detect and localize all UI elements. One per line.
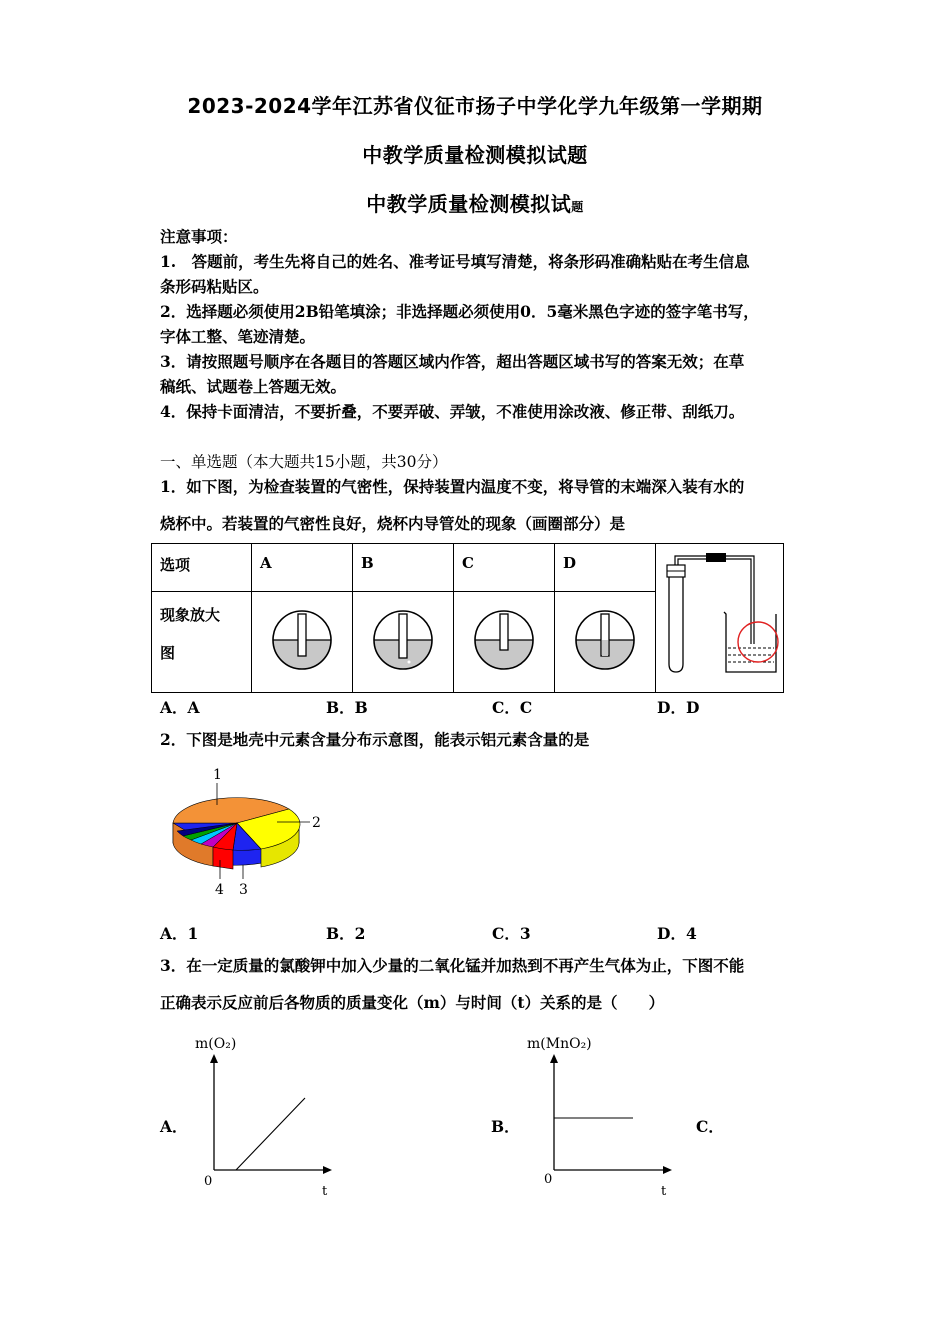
q3-stem-a: 3．在一定质量的氯酸钾中加入少量的二氧化锰并加热到不再产生气体为止，下图不能 bbox=[160, 956, 745, 975]
title-line-3-small: 题 bbox=[571, 200, 584, 214]
q2-stem: 2．下图是地壳中元素含量分布示意图，能表示铝元素含量的是 bbox=[160, 730, 590, 749]
q1-figure-b-cell bbox=[353, 591, 454, 692]
q1-row2-label-a: 现象放大 bbox=[160, 605, 221, 624]
title-line-3 bbox=[0, 188, 950, 217]
pie-label-3: 3 bbox=[239, 882, 248, 898]
q1-col-c: C bbox=[462, 554, 474, 572]
q3-graph-b-origin: 0 bbox=[544, 1172, 553, 1187]
title-line-2: 中教学质量检测模拟试题 bbox=[362, 143, 588, 167]
q3-graph-a-origin: 0 bbox=[204, 1174, 213, 1189]
q1-figure-d-cell bbox=[555, 591, 656, 692]
crust-element-pie-chart bbox=[165, 765, 335, 900]
q1-col-b-cell bbox=[353, 544, 454, 592]
q2-option-a[interactable]: A．1 bbox=[160, 924, 199, 943]
q1-apparatus-cell bbox=[656, 544, 784, 693]
title-line-1: 2023-2024学年江苏省仪征市扬子中学化学九年级第一学期期 bbox=[187, 94, 763, 118]
notice-item-3b: 稿纸、试题卷上答题无效。 bbox=[160, 377, 347, 396]
section-1-heading: 一、单选题（本大题共15小题，共30分） bbox=[160, 453, 448, 471]
q3-graph-a-ylabel: m(O₂) bbox=[195, 1036, 237, 1052]
q1-row1-label-cell bbox=[152, 544, 252, 592]
q1-option-c[interactable]: C．C bbox=[492, 698, 533, 717]
q1-options-table bbox=[151, 543, 784, 693]
q1-row2-label-cell bbox=[152, 591, 252, 692]
q3-graph-a bbox=[190, 1030, 340, 1202]
q3-option-c-label[interactable]: C． bbox=[696, 1117, 724, 1136]
pie-label-4: 4 bbox=[215, 882, 224, 898]
q1-stem-a: 1．如下图，为检查装置的气密性，保持装置内温度不变，将导管的末端深入装有水的 bbox=[160, 477, 745, 496]
q1-col-d: D bbox=[563, 554, 577, 572]
title-line-3-main: 中教学质量检测模拟试 bbox=[366, 192, 572, 216]
q2-option-d[interactable]: D．4 bbox=[657, 924, 697, 943]
q2-option-b[interactable]: B．2 bbox=[326, 924, 366, 943]
q2-option-c[interactable]: C．3 bbox=[492, 924, 531, 943]
magnified-view-a-icon bbox=[270, 608, 334, 672]
q3-graph-b bbox=[527, 1030, 687, 1202]
q3-graph-a-xlabel: t bbox=[322, 1184, 328, 1199]
q1-option-d[interactable]: D．D bbox=[657, 698, 700, 717]
pie-label-2: 2 bbox=[312, 815, 321, 831]
q1-col-c-cell bbox=[454, 544, 555, 592]
notice-heading: 注意事项： bbox=[160, 227, 238, 246]
magnified-view-d-icon bbox=[573, 608, 637, 672]
test-tube-beaker-apparatus bbox=[656, 544, 783, 688]
q1-col-a-cell bbox=[252, 544, 353, 592]
notice-item-4: 4．保持卡面清洁，不要折叠，不要弄破、弄皱，不准使用涂改液、修正带、刮纸刀。 bbox=[160, 402, 745, 421]
q3-graph-b-xlabel: t bbox=[661, 1184, 667, 1199]
pie-label-1: 1 bbox=[213, 767, 222, 783]
q1-row1-label: 选项 bbox=[160, 556, 191, 574]
q1-col-d-cell bbox=[555, 544, 656, 592]
q1-col-a: A bbox=[260, 554, 272, 572]
q3-stem-b: 正确表示反应前后各物质的质量变化（m）与时间（t）关系的是（ ） bbox=[160, 993, 665, 1012]
q1-col-b: B bbox=[361, 554, 374, 572]
magnified-view-b-icon bbox=[371, 608, 435, 672]
notice-item-2b: 字体工整、笔迹清楚。 bbox=[160, 327, 316, 346]
q3-option-b-label[interactable]: B． bbox=[491, 1117, 520, 1136]
q3-graph-b-ylabel: m(MnO₂) bbox=[527, 1036, 592, 1052]
notice-item-1b: 条形码粘贴区。 bbox=[160, 277, 269, 296]
highlight-circle-icon bbox=[738, 622, 778, 662]
q1-stem-b: 烧杯中。若装置的气密性良好，烧杯内导管处的现象（画圈部分）是 bbox=[160, 514, 626, 533]
q3-option-a-label[interactable]: A． bbox=[160, 1117, 188, 1136]
notice-item-1a: 1. 答题前，考生先将自己的姓名、准考证号填写清楚，将条形码准确粘贴在考生信息 bbox=[160, 252, 750, 271]
magnified-view-c-icon bbox=[472, 608, 536, 672]
notice-item-2a: 2．选择题必须使用2B铅笔填涂；非选择题必须使用0．5毫米黑色字迹的签字笔书写， bbox=[160, 302, 759, 321]
notice-item-3a: 3．请按照题号顺序在各题目的答题区域内作答，超出答题区域书写的答案无效；在草 bbox=[160, 352, 745, 371]
q1-option-b[interactable]: B．B bbox=[326, 698, 368, 717]
q1-figure-c-cell bbox=[454, 591, 555, 692]
q1-option-a[interactable]: A．A bbox=[160, 698, 200, 717]
q1-row2-label-b: 图 bbox=[160, 643, 176, 662]
q1-figure-a-cell bbox=[252, 591, 353, 692]
